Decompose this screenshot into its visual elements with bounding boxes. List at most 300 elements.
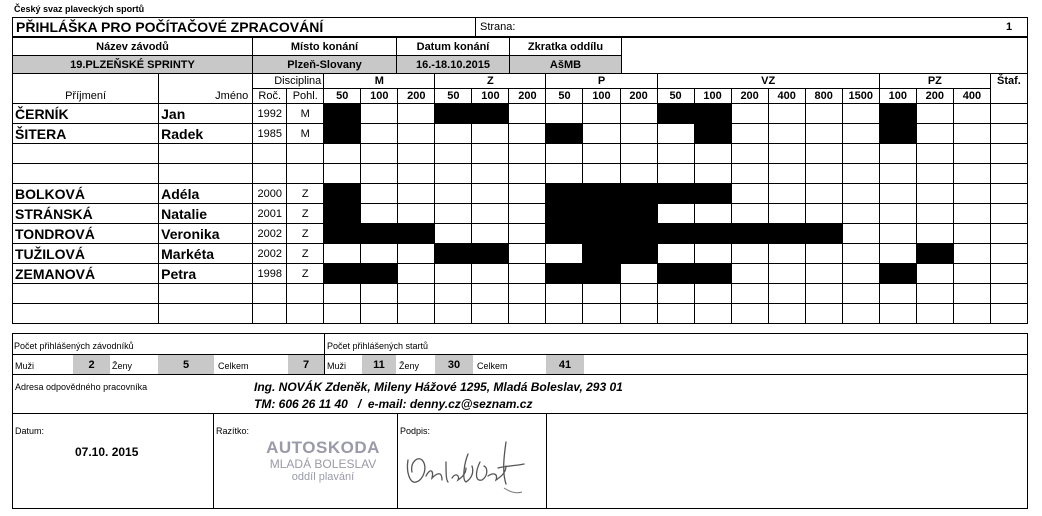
- sex-cell: [287, 164, 324, 184]
- date-value: 07.10. 2015: [75, 445, 139, 459]
- surname-cell: [13, 304, 159, 324]
- entry-cell: [509, 144, 546, 164]
- entry-cell: [694, 304, 731, 324]
- entry-cell: [620, 284, 657, 304]
- stamp-text-3: oddíl plavání: [291, 471, 355, 484]
- entry-cell: [842, 204, 879, 224]
- entry-cell: [768, 284, 805, 304]
- entry-cell: [953, 104, 990, 124]
- entry-mark: [546, 124, 583, 144]
- entry-cell: [731, 244, 768, 264]
- entry-cell: [435, 164, 472, 184]
- distance-header: 100: [694, 89, 731, 104]
- entry-cell: [583, 124, 620, 144]
- entry-cell: [694, 284, 731, 304]
- contact-label: Adresa odpovědného pracovníka: [15, 382, 148, 392]
- entry-cell: [916, 144, 953, 164]
- entry-cell: [509, 164, 546, 184]
- entry-cell: [842, 224, 879, 244]
- surname-cell: BOLKOVÁ: [13, 184, 159, 204]
- surname-cell: TONDROVÁ: [13, 224, 159, 244]
- entry-mark: [694, 124, 731, 144]
- entry-cell: [805, 184, 842, 204]
- entry-mark: [694, 104, 731, 124]
- entry-cell: [879, 224, 916, 244]
- year-cell: [253, 144, 287, 164]
- swimmers-total-label: Celkem: [218, 361, 249, 371]
- distance-header: 400: [953, 89, 990, 104]
- signature-label: Podpis:: [400, 426, 431, 436]
- entry-cell: [990, 224, 1027, 244]
- entry-cell: [620, 144, 657, 164]
- entry-mark: [583, 224, 620, 244]
- firstname-cell: Natalie: [159, 204, 253, 224]
- sex-cell: [287, 284, 324, 304]
- surname-cell: STRÁNSKÁ: [13, 204, 159, 224]
- surname-cell: [13, 164, 159, 184]
- entry-cell: [953, 144, 990, 164]
- firstname-cell: Jan: [159, 104, 253, 124]
- entry-cell: [842, 164, 879, 184]
- table-row: [13, 124, 1028, 144]
- entry-cell: [694, 144, 731, 164]
- distance-header: 100: [583, 89, 620, 104]
- entry-cell: [324, 284, 361, 304]
- entry-cell: [620, 124, 657, 144]
- firstname-cell: [159, 284, 253, 304]
- sex-cell: Z: [287, 224, 324, 244]
- event-date: 16.-18.10.2015: [396, 55, 510, 74]
- entry-cell: [398, 304, 435, 324]
- entry-mark: [435, 104, 472, 124]
- year-cell: 2000: [253, 184, 287, 204]
- entry-cell: [842, 144, 879, 164]
- entry-cell: [990, 104, 1027, 124]
- distance-header: 400: [768, 89, 805, 104]
- entry-mark: [324, 124, 361, 144]
- entry-mark: [694, 224, 731, 244]
- entry-cell: [398, 264, 435, 284]
- entry-cell: [509, 224, 546, 244]
- entry-mark: [879, 104, 916, 124]
- entry-cell: [990, 264, 1027, 284]
- year-cell: 1985: [253, 124, 287, 144]
- entry-cell: [361, 124, 398, 144]
- entry-cell: [583, 164, 620, 184]
- year-cell: [253, 284, 287, 304]
- entry-cell: [546, 104, 583, 124]
- handwritten-signature: [402, 432, 542, 502]
- entry-cell: [472, 224, 509, 244]
- entry-mark: [472, 244, 509, 264]
- entry-cell: [472, 164, 509, 184]
- firstname-cell: Radek: [159, 124, 253, 144]
- entry-cell: [657, 244, 694, 264]
- entry-cell: [842, 264, 879, 284]
- entry-cell: [953, 184, 990, 204]
- entry-cell: [398, 244, 435, 264]
- entry-cell: [731, 264, 768, 284]
- entry-cell: [805, 204, 842, 224]
- entry-cell: [768, 164, 805, 184]
- entry-mark: [916, 244, 953, 264]
- table-row: [13, 104, 1028, 124]
- distance-header: 50: [546, 89, 583, 104]
- entry-cell: [805, 104, 842, 124]
- entry-cell: [472, 144, 509, 164]
- entry-cell: [990, 284, 1027, 304]
- table-row: [13, 224, 1028, 244]
- entry-cell: [435, 304, 472, 324]
- entry-cell: [324, 164, 361, 184]
- table-row: [13, 304, 1028, 324]
- entry-cell: [398, 104, 435, 124]
- entry-cell: [953, 164, 990, 184]
- swimmers-count-label: Počet přihlášených závodníků: [14, 341, 134, 351]
- sex-header: Pohl.: [287, 89, 324, 104]
- surname-cell: ČERNÍK: [13, 104, 159, 124]
- firstname-cell: [159, 164, 253, 184]
- entry-cell: [657, 124, 694, 144]
- entry-cell: [990, 304, 1027, 324]
- event-place: Plzeň-Slovany: [252, 55, 397, 74]
- summary-divider-mid: [324, 333, 325, 375]
- entry-cell: [953, 224, 990, 244]
- distance-header: 50: [657, 89, 694, 104]
- entry-cell: [916, 284, 953, 304]
- entry-cell: [953, 244, 990, 264]
- sex-cell: Z: [287, 264, 324, 284]
- entry-cell: [694, 204, 731, 224]
- entry-mark: [546, 264, 583, 284]
- entry-cell: [879, 304, 916, 324]
- entry-mark: [620, 184, 657, 204]
- entry-cell: [509, 104, 546, 124]
- distance-header: 100: [879, 89, 916, 104]
- distance-header: 50: [324, 89, 361, 104]
- entry-mark: [546, 224, 583, 244]
- group-p: P: [546, 74, 657, 89]
- firstname-cell: [159, 144, 253, 164]
- entry-cell: [916, 204, 953, 224]
- entry-mark: [879, 264, 916, 284]
- entry-mark: [324, 104, 361, 124]
- entry-mark: [731, 224, 768, 244]
- sex-cell: Z: [287, 244, 324, 264]
- starts-women-label: Ženy: [399, 361, 420, 371]
- firstname-cell: [159, 304, 253, 324]
- entry-cell: [435, 224, 472, 244]
- entry-cell: [361, 284, 398, 304]
- entry-cell: [990, 124, 1027, 144]
- entry-cell: [879, 244, 916, 264]
- entry-cell: [768, 104, 805, 124]
- entry-cell: [361, 204, 398, 224]
- entry-cell: [916, 104, 953, 124]
- entry-mark: [620, 204, 657, 224]
- entry-cell: [805, 164, 842, 184]
- group-z: Z: [435, 74, 546, 89]
- year-cell: 2002: [253, 244, 287, 264]
- entry-cell: [731, 184, 768, 204]
- entry-cell: [472, 204, 509, 224]
- entry-cell: [472, 124, 509, 144]
- entry-cell: [805, 264, 842, 284]
- year-cell: 1998: [253, 264, 287, 284]
- entry-mark: [324, 184, 361, 204]
- entry-cell: [916, 184, 953, 204]
- entry-cell: [509, 264, 546, 284]
- entry-cell: [805, 244, 842, 264]
- entry-mark: [768, 224, 805, 244]
- entry-cell: [620, 264, 657, 284]
- table-row: [13, 244, 1028, 264]
- club-label: Zkratka oddílu: [509, 37, 622, 56]
- entry-cell: [879, 164, 916, 184]
- entry-cell: [546, 244, 583, 264]
- entry-cell: [731, 284, 768, 304]
- entry-mark: [657, 224, 694, 244]
- entry-cell: [990, 204, 1027, 224]
- entry-mark: [879, 124, 916, 144]
- entry-cell: [842, 304, 879, 324]
- entry-cell: [583, 144, 620, 164]
- entry-mark: [657, 184, 694, 204]
- contact-phone-email: TM: 606 26 11 40 / e-mail: denny.cz@seznam.cz: [254, 397, 533, 411]
- entry-cell: [398, 284, 435, 304]
- page-label: Strana:: [480, 21, 516, 33]
- year-cell: 2002: [253, 224, 287, 244]
- entry-cell: [472, 264, 509, 284]
- entry-cell: [694, 164, 731, 184]
- entry-cell: [546, 284, 583, 304]
- entry-cell: [324, 244, 361, 264]
- group-vz: VZ: [657, 74, 879, 89]
- entry-cell: [990, 184, 1027, 204]
- entry-cell: [842, 124, 879, 144]
- sex-cell: Z: [287, 184, 324, 204]
- entry-cell: [805, 284, 842, 304]
- entry-mark: [583, 244, 620, 264]
- group-pz: PZ: [879, 74, 990, 89]
- entry-mark: [657, 104, 694, 124]
- entry-cell: [398, 164, 435, 184]
- surname-cell: TUŽILOVÁ: [13, 244, 159, 264]
- entry-cell: [916, 304, 953, 324]
- table-row: [13, 184, 1028, 204]
- entry-cell: [842, 184, 879, 204]
- table-row: [13, 204, 1028, 224]
- entry-mark: [694, 264, 731, 284]
- entry-cell: [435, 184, 472, 204]
- entry-mark: [324, 204, 361, 224]
- entry-cell: [435, 144, 472, 164]
- swimmers-men-value: 2: [73, 355, 110, 375]
- table-row: [13, 144, 1028, 164]
- distance-header: 100: [361, 89, 398, 104]
- relay-label: Štaf.: [990, 74, 1027, 89]
- entry-cell: [953, 124, 990, 144]
- distance-header: 100: [472, 89, 509, 104]
- entry-cell: [435, 264, 472, 284]
- entry-cell: [546, 144, 583, 164]
- event-place-label: Místo konání: [252, 37, 397, 56]
- entry-cell: [361, 164, 398, 184]
- entry-cell: [620, 304, 657, 324]
- entry-mark: [620, 224, 657, 244]
- swimmers-total-value: 7: [288, 355, 324, 375]
- entry-cell: [509, 204, 546, 224]
- entry-cell: [361, 304, 398, 324]
- entry-mark: [398, 224, 435, 244]
- entry-cell: [842, 244, 879, 264]
- sex-cell: M: [287, 104, 324, 124]
- discipline-label: Disciplina: [253, 74, 324, 89]
- entry-cell: [620, 104, 657, 124]
- club-code: AšMB: [509, 55, 622, 74]
- organization-name: Český svaz plaveckých sportů: [14, 4, 145, 14]
- footer-divider-3: [546, 413, 547, 509]
- entry-mark: [546, 204, 583, 224]
- entry-mark: [361, 264, 398, 284]
- entry-table: [12, 73, 1028, 324]
- entry-cell: [916, 224, 953, 244]
- entry-cell: [657, 284, 694, 304]
- starts-women-value: 30: [435, 355, 473, 375]
- entry-cell: [361, 184, 398, 204]
- firstname-cell: Adéla: [159, 184, 253, 204]
- date-label: Datum:: [15, 426, 45, 436]
- entry-cell: [509, 304, 546, 324]
- entry-cell: [990, 164, 1027, 184]
- entry-mark: [324, 224, 361, 244]
- table-row: [13, 284, 1028, 304]
- entry-cell: [398, 144, 435, 164]
- starts-total-label: Celkem: [477, 361, 508, 371]
- entry-cell: [768, 204, 805, 224]
- entry-cell: [546, 304, 583, 324]
- entry-mark: [324, 264, 361, 284]
- starts-count-label: Počet přihlášených startů: [327, 341, 429, 351]
- entry-mark: [805, 224, 842, 244]
- stamp-label: Razítko:: [216, 426, 250, 436]
- entry-cell: [953, 304, 990, 324]
- entry-cell: [768, 184, 805, 204]
- entry-cell: [583, 304, 620, 324]
- entry-cell: [953, 284, 990, 304]
- entry-cell: [990, 244, 1027, 264]
- entry-cell: [694, 244, 731, 264]
- firstname-cell: Veronika: [159, 224, 253, 244]
- entry-mark: [694, 184, 731, 204]
- surname-cell: ŠITERA: [13, 124, 159, 144]
- entry-cell: [916, 124, 953, 144]
- surname-cell: [13, 144, 159, 164]
- surname-cell: [13, 284, 159, 304]
- entry-cell: [324, 144, 361, 164]
- contact-address: Ing. NOVÁK Zdeněk, Mileny Hážové 1295, Mladá Boleslav, 293 01: [254, 380, 623, 394]
- footer-divider-2: [397, 413, 398, 509]
- entry-cell: [435, 204, 472, 224]
- year-cell: 2001: [253, 204, 287, 224]
- entry-cell: [842, 104, 879, 124]
- entry-cell: [583, 284, 620, 304]
- entry-cell: [435, 284, 472, 304]
- firstname-cell: Markéta: [159, 244, 253, 264]
- entry-cell: [361, 244, 398, 264]
- header-blank-surname: [13, 74, 159, 89]
- table-row: [13, 264, 1028, 284]
- entry-cell: [361, 104, 398, 124]
- stamp-text-1: AUTOSKODA: [266, 438, 380, 457]
- firstname-cell: Petra: [159, 264, 253, 284]
- year-cell: 1992: [253, 104, 287, 124]
- year-header: Roč.: [253, 89, 287, 104]
- entry-cell: [916, 264, 953, 284]
- entry-cell: [472, 304, 509, 324]
- starts-total-value: 41: [546, 355, 584, 375]
- entry-cell: [324, 304, 361, 324]
- entry-cell: [472, 184, 509, 204]
- entry-cell: [657, 204, 694, 224]
- entry-cell: [620, 164, 657, 184]
- entry-cell: [842, 284, 879, 304]
- entry-mark: [583, 264, 620, 284]
- entry-cell: [361, 144, 398, 164]
- entry-cell: [435, 124, 472, 144]
- name-header: Jméno: [159, 89, 253, 104]
- entry-cell: [509, 184, 546, 204]
- distance-header: 50: [435, 89, 472, 104]
- surname-cell: ZEMANOVÁ: [13, 264, 159, 284]
- entry-mark: [620, 244, 657, 264]
- sex-cell: Z: [287, 204, 324, 224]
- year-cell: [253, 164, 287, 184]
- entry-mark: [361, 224, 398, 244]
- sex-cell: M: [287, 124, 324, 144]
- swimmers-men-label: Muži: [15, 361, 35, 371]
- entry-cell: [546, 164, 583, 184]
- entry-cell: [398, 124, 435, 144]
- entry-cell: [879, 204, 916, 224]
- entry-cell: [731, 104, 768, 124]
- distance-header: 200: [398, 89, 435, 104]
- group-m: M: [324, 74, 435, 89]
- distance-header: 1500: [842, 89, 879, 104]
- entry-cell: [879, 184, 916, 204]
- swimmers-women-label: Ženy: [112, 361, 133, 371]
- entry-cell: [509, 244, 546, 264]
- entry-mark: [435, 244, 472, 264]
- sex-cell: [287, 304, 324, 324]
- year-cell: [253, 304, 287, 324]
- entry-cell: [990, 144, 1027, 164]
- entry-cell: [768, 244, 805, 264]
- title-divider: [475, 17, 476, 37]
- entry-cell: [768, 304, 805, 324]
- entry-cell: [472, 284, 509, 304]
- club-stamp: [258, 438, 388, 484]
- entry-cell: [657, 144, 694, 164]
- entry-mark: [472, 104, 509, 124]
- footer-divider-1: [213, 413, 214, 509]
- header-blank-name: [159, 74, 253, 89]
- sex-cell: [287, 144, 324, 164]
- entry-cell: [731, 304, 768, 324]
- entry-cell: [768, 124, 805, 144]
- entry-mark: [657, 264, 694, 284]
- form-title: PŘIHLÁŠKA PRO POČÍTAČOVÉ ZPRACOVÁNÍ: [16, 19, 324, 35]
